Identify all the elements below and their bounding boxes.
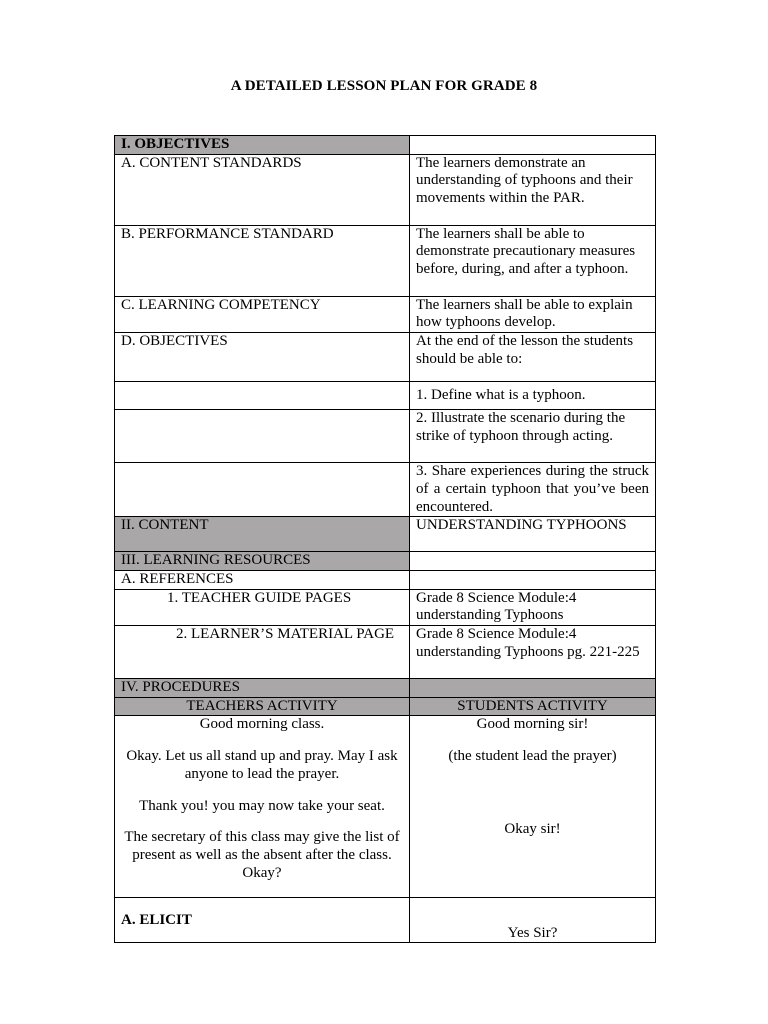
teacher-guide-row xyxy=(115,589,656,625)
learners-material-value: Grade 8 Science Module:4 understanding Typhoons pg. 221-225 xyxy=(410,626,656,679)
learning-competency-value: The learners shall be able to explain how typhoons develop. xyxy=(410,296,656,332)
teachers-activity-header: TEACHERS ACTIVITY xyxy=(115,697,410,716)
performance-standard-value: The learners shall be able to demonstrate precautionary measures before, during, and after a typhoon. xyxy=(410,225,656,296)
document-title: A DETAILED LESSON PLAN FOR GRADE 8 xyxy=(230,78,538,94)
teacher-guide-value: Grade 8 Science Module:4 understanding Typhoons xyxy=(410,589,656,625)
teacher-line-4: The secretary of this class may give the list of present as well as the absent after the class. Okay? xyxy=(124,829,400,881)
content-row xyxy=(115,517,656,552)
procedures-row xyxy=(115,679,656,698)
objective-blank-2 xyxy=(115,410,410,463)
teacher-line-3: Thank you! you may now take your seat. xyxy=(139,797,385,814)
objective-row-1 xyxy=(115,382,656,410)
content-standards-value: The learners demonstrate an understanding of typhoons and their movements within the PAR. xyxy=(410,154,656,225)
objective-item-1: 1. Define what is a typhoon. xyxy=(410,382,656,410)
objectives-header: I. OBJECTIVES xyxy=(115,136,410,155)
procedures-label: IV. PROCEDURES xyxy=(115,679,410,698)
content-standards-row xyxy=(115,154,656,225)
objective-blank-3 xyxy=(115,463,410,517)
objective-row-3 xyxy=(115,463,656,517)
objectives-row xyxy=(115,333,656,382)
teacher-guide-label: 1. TEACHER GUIDE PAGES xyxy=(115,589,410,625)
learning-resources-row xyxy=(115,552,656,571)
teacher-line-1: Good morning class. xyxy=(199,716,325,733)
learning-competency-label: C. LEARNING COMPETENCY xyxy=(115,296,410,332)
content-value: UNDERSTANDING TYPHOONS xyxy=(410,517,656,552)
activity-row xyxy=(115,716,656,898)
student-activity-cell xyxy=(410,716,656,898)
student-line-3: Okay sir! xyxy=(504,820,561,837)
teacher-line-2: Okay. Let us all stand up and pray. May I ask anyone to lead the prayer. xyxy=(126,748,398,782)
objectives-header-blank xyxy=(410,136,656,155)
activity-header-row xyxy=(115,697,656,716)
objective-item-2: 2. Illustrate the scenario during the strike of typhoon through acting. xyxy=(410,410,656,463)
learning-resources-blank xyxy=(410,552,656,571)
objectives-intro: At the end of the lesson the students should be able to: xyxy=(410,333,656,382)
elicit-label: A. ELICIT xyxy=(115,898,410,943)
procedures-blank xyxy=(410,679,656,698)
learning-resources-label: III. LEARNING RESOURCES xyxy=(115,552,410,571)
objective-item-3: 3. Share experiences during the struck of a certain typhoon that you’ve been encountered. xyxy=(410,463,656,517)
content-standards-label: A. CONTENT STANDARDS xyxy=(115,154,410,225)
references-blank xyxy=(410,570,656,589)
objectives-label: D. OBJECTIVES xyxy=(115,333,410,382)
learners-material-label: 2. LEARNER’S MATERIAL PAGE xyxy=(115,626,410,679)
teacher-activity-cell xyxy=(115,716,410,898)
learners-material-row xyxy=(115,626,656,679)
performance-standard-row xyxy=(115,225,656,296)
objective-row-2 xyxy=(115,410,656,463)
elicit-student: Yes Sir? xyxy=(410,898,656,943)
elicit-row xyxy=(115,898,656,943)
learning-competency-row xyxy=(115,296,656,332)
lesson-plan-table xyxy=(114,135,656,943)
objective-blank-1 xyxy=(115,382,410,410)
content-label: II. CONTENT xyxy=(115,517,410,552)
performance-standard-label: B. PERFORMANCE STANDARD xyxy=(115,225,410,296)
students-activity-header: STUDENTS ACTIVITY xyxy=(410,697,656,716)
references-label: A. REFERENCES xyxy=(115,570,410,589)
student-line-2: (the student lead the prayer) xyxy=(448,748,617,765)
student-line-1: Good morning sir! xyxy=(476,716,589,733)
references-row xyxy=(115,570,656,589)
objectives-header-row xyxy=(115,136,656,155)
